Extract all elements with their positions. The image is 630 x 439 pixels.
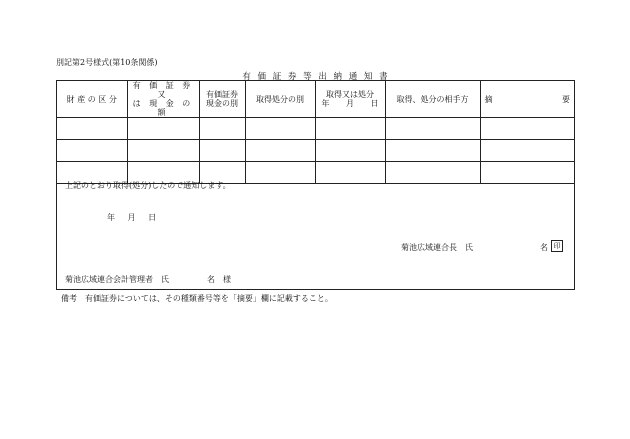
table-cell[interactable] xyxy=(199,140,245,162)
table-cell[interactable] xyxy=(315,118,385,140)
table-cell[interactable] xyxy=(245,162,315,184)
header-counterparty: 取得、処分の相手方 xyxy=(385,81,480,118)
chairman-label: 菊池広域連合長 氏 xyxy=(401,243,473,252)
table-cell[interactable] xyxy=(480,140,574,162)
form-reference: 別記第2号様式(第10条関係) xyxy=(56,58,158,67)
chairman-name-label: 名 xyxy=(540,243,548,252)
header-row xyxy=(57,81,574,118)
table-cell[interactable] xyxy=(385,118,480,140)
table-cell[interactable] xyxy=(315,140,385,162)
seal-mark: 印 xyxy=(551,240,563,252)
table-cell[interactable] xyxy=(199,118,245,140)
notice-text: 上記のとおり取得(処分)したので通知します。 xyxy=(65,181,231,190)
date-line[interactable]: 年 月 日 xyxy=(107,213,157,222)
form-frame xyxy=(56,80,575,290)
table-cell[interactable] xyxy=(480,162,574,184)
header-securities-cash-type: 有価証券 現金の別 xyxy=(199,81,245,118)
accountant-name-label: 名 様 xyxy=(207,275,231,284)
remarks-note: 備考 有価証券については、その種類番号等を「摘要」欄に記載すること。 xyxy=(61,294,333,303)
table-cell[interactable] xyxy=(385,140,480,162)
header-remarks: 摘 要 xyxy=(480,81,574,118)
table-cell[interactable] xyxy=(127,140,199,162)
accountant-label: 菊池広域連合会計管理者 氏 xyxy=(65,275,169,284)
header-acquire-dispose-date: 取得又は処分 年 月 日 xyxy=(315,81,385,118)
table-cell[interactable] xyxy=(385,162,480,184)
table-row xyxy=(57,118,574,140)
header-asset-category: 財 産 の 区 分 xyxy=(57,81,127,118)
table-cell[interactable] xyxy=(57,140,127,162)
table-cell[interactable] xyxy=(57,118,127,140)
header-securities-or-cash-amount: 有 価 証 券 又 は 現 金 の 額 xyxy=(127,81,199,118)
ledger-table xyxy=(57,81,574,184)
document-title: 有 価 証 券 等 出 納 通 知 書 xyxy=(242,72,390,82)
table-cell[interactable] xyxy=(245,140,315,162)
header-acquire-dispose-type: 取得処分の別 xyxy=(245,81,315,118)
table-cell[interactable] xyxy=(480,118,574,140)
table-cell[interactable] xyxy=(245,118,315,140)
table-row xyxy=(57,140,574,162)
table-cell[interactable] xyxy=(127,118,199,140)
table-cell[interactable] xyxy=(315,162,385,184)
